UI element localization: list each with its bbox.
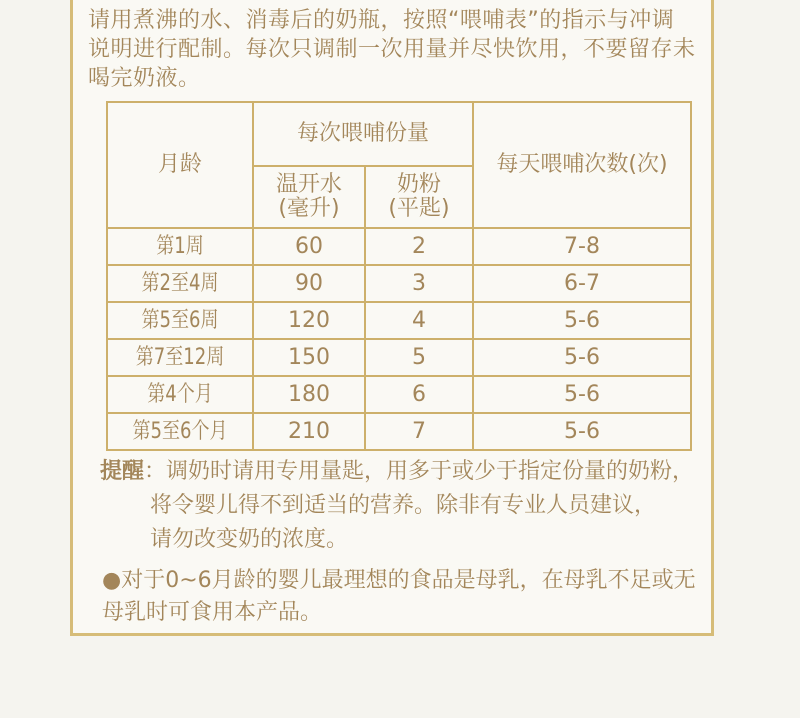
daily-cell: 6-7 xyxy=(473,265,691,302)
water-cell: 60 xyxy=(253,228,365,265)
age-cell xyxy=(107,413,253,450)
water-cell: 150 xyxy=(253,339,365,376)
age-cell xyxy=(107,302,253,339)
age-cell xyxy=(107,339,253,376)
daily-cell: 5-6 xyxy=(473,413,691,450)
age-cell xyxy=(107,228,253,265)
reminder-block xyxy=(100,455,700,557)
water-cell: 210 xyxy=(253,413,365,450)
reminder-first-line xyxy=(100,455,700,489)
table-row xyxy=(107,376,691,413)
note-line: ●对于0~6月龄的婴儿最理想的食品是母乳，在母乳不足或无 xyxy=(102,568,696,593)
daily-cell: 5-6 xyxy=(473,376,691,413)
powder-cell: 2 xyxy=(365,228,473,265)
reminder-text: 将令婴儿得不到适当的营养。除非有专业人员建议， xyxy=(150,493,657,518)
table-row xyxy=(107,302,691,339)
age-cell xyxy=(107,376,253,413)
reminder-label: 提醒 xyxy=(100,459,145,484)
powder-cell: 4 xyxy=(365,302,473,339)
powder-header-unit: (平匙) xyxy=(388,196,450,221)
note-line: 母乳时可食用本产品。 xyxy=(102,600,323,625)
water-header-line: 温开水 xyxy=(275,172,342,197)
table-row xyxy=(107,413,691,450)
powder-cell: 3 xyxy=(365,265,473,302)
water-cell: 180 xyxy=(253,376,365,413)
water-cell: 90 xyxy=(253,265,365,302)
intro-paragraph xyxy=(88,6,698,93)
age-text: 第4个月 xyxy=(147,381,213,407)
powder-cell: 6 xyxy=(365,376,473,413)
reminder-text: 请勿改变奶的浓度。 xyxy=(150,527,349,552)
intro-line: 喝完奶液。 xyxy=(88,66,201,91)
breastfeeding-note xyxy=(102,565,702,629)
water-cell: 120 xyxy=(253,302,365,339)
daily-cell: 5-6 xyxy=(473,339,691,376)
daily-cell: 5-6 xyxy=(473,302,691,339)
age-text: 第1周 xyxy=(156,233,204,259)
per-feed-header: 每次喂哺份量 xyxy=(253,102,473,166)
intro-line: 说明进行配制。每次只调制一次用量并尽快饮用，不要留存未 xyxy=(88,37,696,62)
reminder-text: ：调奶时请用专用量匙，用多于或少于指定份量的奶粉， xyxy=(144,459,695,484)
intro-line: 请用煮沸的水、消毒后的奶瓶，按照“喂哺表”的指示与冲调 xyxy=(88,8,675,33)
table-row xyxy=(107,228,691,265)
table-row xyxy=(107,339,691,376)
water-header xyxy=(253,166,365,228)
table-header-row xyxy=(107,102,691,166)
daily-feeds-header: 每天喂哺次数(次) xyxy=(473,102,691,228)
feeding-table xyxy=(106,101,692,451)
powder-header-line: 奶粉 xyxy=(397,172,442,197)
age-text: 第2至4周 xyxy=(141,270,219,296)
age-text: 第5至6个月 xyxy=(132,418,228,444)
age-cell xyxy=(107,265,253,302)
age-header: 月龄 xyxy=(107,102,253,228)
age-text: 第7至12周 xyxy=(135,344,225,370)
daily-cell: 7-8 xyxy=(473,228,691,265)
powder-header xyxy=(365,166,473,228)
water-header-unit: (毫升) xyxy=(278,196,340,221)
powder-cell: 7 xyxy=(365,413,473,450)
table-row xyxy=(107,265,691,302)
powder-cell: 5 xyxy=(365,339,473,376)
age-text: 第5至6周 xyxy=(141,307,219,333)
